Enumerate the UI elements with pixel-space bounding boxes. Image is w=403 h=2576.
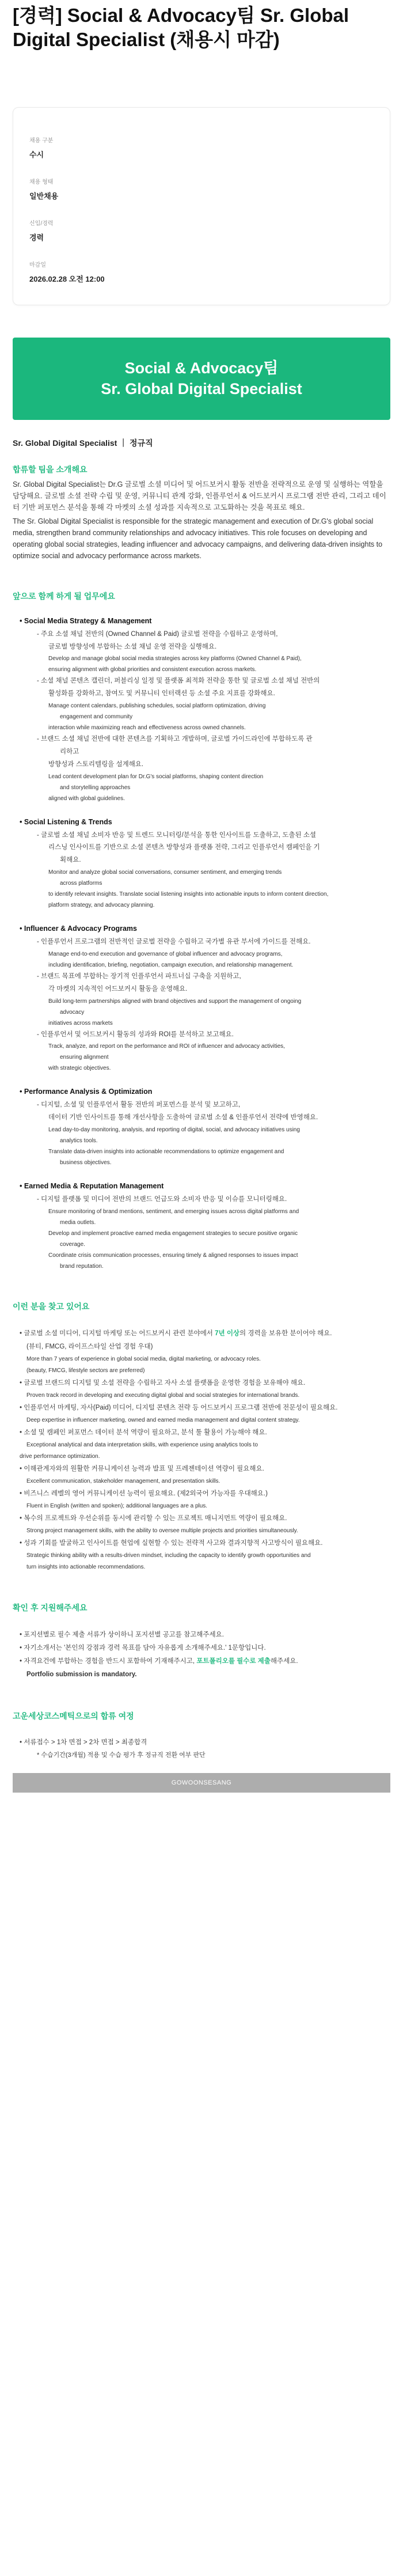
info-row-hiring-type <box>29 135 374 160</box>
apply-guide-item: • 자기소개서는 '본인의 강점과 경력 목표를 담아 자유롭게 소개해주세요.' 1문항입니다. <box>20 1645 266 1651</box>
duty-line: 데이터 기반 인사이트를 통해 개선사항을 도출하여 글로벌 소셜 & 인플루언서 전략에 반영해요. <box>48 1114 318 1122</box>
duty-group-title: • Performance Analysis & Optimization <box>20 1088 390 1096</box>
apply-guide-item: • 포지션별로 필수 제출 서류가 상이하니 포지션별 공고를 참고해주세요. <box>20 1631 224 1638</box>
duty-group <box>13 1182 390 1272</box>
duty-line: Manage content calendars, publishing schedules, social platform optimization, driving <box>48 703 266 710</box>
duty-line: ensuring alignment <box>60 1054 109 1061</box>
duty-line: engagement and community <box>60 714 133 721</box>
duty-group <box>13 818 390 911</box>
duty-line: Develop and manage global social media strategies across key platforms (Owned Channel & Paid), <box>48 656 302 662</box>
duty-line: - 주요 소셜 채널 전반의 (Owned Channel & Paid) 글로벌 전략을 수립하고 운영하며, <box>37 630 278 638</box>
banner-team-name: Social & Advocacy팀 <box>124 359 279 377</box>
duty-line: - 디지털 플랫폼 및 미디어 전반의 브랜드 언급도와 소비자 반응 및 이슈를 모니터링해요. <box>37 1196 287 1203</box>
info-row-deadline <box>29 260 374 284</box>
job-title: [경력] Social & Advocacy팀 Sr. Global Digital Specialist (채용시 마감) <box>13 5 349 51</box>
qualification-english: Fluent in English (written and spoken); additional languages are a plus. <box>26 1503 208 1509</box>
position-banner <box>13 338 390 419</box>
job-info-card <box>13 107 390 305</box>
duty-line: Manage end-to-end execution and governance of global influencer and advocacy programs, <box>48 950 283 957</box>
qualification-text: 의 경력을 보유한 분이어야 해요. <box>239 1330 332 1337</box>
duty-line: across platforms <box>60 880 102 887</box>
duty-group-title: • Influencer & Advocacy Programs <box>20 925 390 933</box>
qualification-item: • 이해관계자와의 원활한 커뮤니케이션 능력과 발표 및 프레젠테이션 역량이 필요해요. <box>20 1465 264 1472</box>
qualification-item: • 성과 기회를 발굴하고 인사이트를 현업에 실현할 수 있는 전략적 사고와 결과지향적 사고방식이 필요해요. <box>20 1540 323 1547</box>
duty-line: advocacy <box>60 1009 85 1016</box>
qualification-item <box>13 1327 390 1340</box>
duty-group-title: • Earned Media & Reputation Management <box>20 1182 390 1190</box>
info-row-employment-type <box>29 177 374 201</box>
company-footer: GOWOONSESANG <box>13 1773 390 1793</box>
qualification-note: (뷰티, FMCG, 라이프스타일 산업 경험 우대) <box>26 1343 153 1350</box>
highlight-text: 포트폴리오를 필수로 제출 <box>196 1658 271 1665</box>
highlight-text: 7년 이상 <box>215 1330 240 1337</box>
info-label: 신입/경력 <box>29 221 54 228</box>
intro-korean: Sr. Global Digital Specialist는 Dr.G 글로벌 소셜 미디어 및 어드보커시 활동 전반을 전략적으로 운영 및 실행하는 역할을 담당해요. 글로벌 소셜 전략 수립 및 운영, 커뮤니티 관계 강화, 인플루언서 & 어드보커시 프로그램 전반 관리, 그리고 데이터 기반 퍼포먼스 분석을 통해 각 마켓의 소셜 성과를 지속적으로 고도화하는 것을 목표로 해요. <box>13 480 386 512</box>
apply-guide-section <box>13 1602 390 1681</box>
duty-group <box>13 1088 390 1168</box>
info-value: 수시 <box>29 150 44 160</box>
duty-line: ensuring alignment with global priorities and consistent execution across markets. <box>48 666 257 673</box>
duty-line: Coordinate crisis communication processes, ensuring timely & aligned responses to issues impact <box>48 1252 298 1259</box>
duty-line: Track, analyze, and report on the performance and ROI of influencer and advocacy activities, <box>48 1043 285 1050</box>
duty-line: Monitor and analyze global social conversations, consumer sentiment, and emerging trends <box>48 869 282 876</box>
duty-line: - 소셜 채널 콘텐츠 캘린더, 퍼블리싱 일정 및 플랫폼 최적화 전략을 통한 및 글로벌 소셜 채널 전반의 <box>37 677 320 685</box>
duty-line: 방향성과 스토리텔링을 설계해요. <box>48 760 144 768</box>
duty-group <box>13 617 390 804</box>
duty-line: - 브랜드 목표에 부합하는 장기적 인플루언서 파트너십 구축을 지원하고, <box>37 972 241 980</box>
role-summary: Sr. Global Digital Specialist ｜ 정규직 <box>13 438 153 448</box>
portfolio-notice: Portfolio submission is mandatory. <box>26 1671 137 1678</box>
qualification-english: Exceptional analytical and data interpretation skills, with experience using analytics tools to <box>26 1442 258 1448</box>
duty-line: Lead day-to-day monitoring, analysis, and reporting of digital, social, and advocacy initiatives using <box>48 1127 300 1134</box>
duty-line: coverage. <box>60 1241 85 1248</box>
section-heading: 고운세상코스메틱으로의 합류 여정 <box>13 1711 134 1721</box>
duty-line: 리스닝 인사이트를 기반으로 소셜 콘텐츠 방향성과 플랫폼 전략, 그리고 인플루언서 캠페인을 기 <box>48 844 320 851</box>
duty-group-title: • Social Listening & Trends <box>20 818 390 826</box>
duty-line: 글로벌 방향성에 부합하는 소셜 채널 운영 전략을 실행해요. <box>48 643 217 650</box>
qualification-english: (beauty, FMCG, lifestyle sectors are preferred) <box>26 1367 145 1374</box>
info-label: 채용 형태 <box>29 179 54 186</box>
process-steps: • 서류접수 > 1차 면접 > 2차 면접 > 최종합격 <box>20 1739 147 1746</box>
info-label: 마감일 <box>29 262 46 269</box>
duties-section <box>13 590 390 1272</box>
duty-line: 리하고 <box>60 748 79 755</box>
duty-line: brand reputation. <box>60 1263 104 1270</box>
hiring-process-section <box>13 1710 390 1761</box>
apply-guide-text: • 자격요건에 부합하는 경험을 반드시 포함하여 기재해주시고, <box>20 1658 197 1665</box>
duty-line: - 인플루언서 프로그램의 전반적인 글로벌 전략을 수립하고 국가별 유관 부서에 가이드를 전해요. <box>37 938 311 946</box>
duty-group <box>13 925 390 1074</box>
duty-line: Translate data-driven insights into actionable recommendations to optimize engagement and <box>48 1149 284 1156</box>
qualification-item: • 인플루언서 마케팅, 자사(Paid) 미디어, 디지털 콘텐츠 전략 등 어드보커시 프로그램 전반에 전문성이 필요해요. <box>20 1404 338 1411</box>
section-heading: 확인 후 지원해주세요 <box>13 1603 88 1612</box>
apply-guide-item <box>13 1655 390 1668</box>
duty-line: Ensure monitoring of brand mentions, sentiment, and emerging issues across digital platforms and <box>48 1209 299 1215</box>
qualification-english: Strategic thinking ability with a results-driven mindset, including the capacity to identify growth opportunities and <box>26 1552 311 1559</box>
qualification-english: Deep expertise in influencer marketing, owned and earned media management and digital content strategy. <box>26 1417 300 1423</box>
duty-line: - 브랜드 소셜 채널 전반에 대한 콘텐츠를 기획하고 개발하며, 글로벌 가이드라인에 부합하도록 관 <box>37 736 313 743</box>
section-heading: 이런 분을 찾고 있어요 <box>13 1302 90 1311</box>
duty-line: business objectives. <box>60 1160 112 1166</box>
info-label: 채용 구분 <box>29 138 54 145</box>
duty-line: interaction while maximizing reach and effectiveness across owned channels. <box>48 725 246 732</box>
apply-guide-text: 해주세요. <box>270 1658 298 1665</box>
probation-note: * 수습기간(3개월) 적용 및 수습 평가 후 정규직 전환 여부 판단 <box>37 1751 206 1759</box>
duty-line: including identification, briefing, negotiation, campaign execution, and relationship management. <box>48 961 294 968</box>
qualification-item: • 비즈니스 레벨의 영어 커뮤니케이션 능력이 필요해요. (제2외국어 가능자를 우대해요.) <box>20 1490 268 1497</box>
duty-line: 각 마켓의 지속적인 어드보커시 활동을 운영해요. <box>48 985 188 992</box>
duty-line: Develop and implement proactive earned media engagement strategies to secure positive organic <box>48 1230 298 1237</box>
duty-line: - 글로벌 소셜 채널 소비자 반응 및 트렌드 모니터링/분석을 통한 인사이트를 도출하고, 도출된 소셜 <box>37 831 317 839</box>
section-heading: 앞으로 함께 하게 될 업무에요 <box>13 591 115 601</box>
duty-line: media outlets. <box>60 1219 96 1226</box>
duty-line: Build long-term partnerships aligned with brand objectives and support the management of ongoing <box>48 998 302 1005</box>
info-value: 일반채용 <box>29 192 59 201</box>
qualification-item: • 소셜 및 캠페인 퍼포먼스 데이터 분석 역량이 필요하고, 분석 툴 활용이 가능해야 해요. <box>20 1429 267 1436</box>
section-heading: 합류할 팀을 소개해요 <box>13 464 88 474</box>
duty-line: initiatives across markets <box>48 1020 113 1026</box>
qualification-item: • 글로벌 브랜드의 디지털 및 소셜 전략을 수립하고 자사 소셜 플랫폼을 운영한 경험을 보유해야 해요. <box>20 1380 306 1387</box>
duty-line: and storytelling approaches <box>60 784 131 791</box>
duty-line: platform strategy, and advocacy planning. <box>48 902 155 909</box>
duty-line: - 인플루언서 및 어드보커시 활동의 성과와 ROI를 분석하고 보고해요. <box>37 1031 234 1038</box>
qualification-english: turn insights into actionable recommendations. <box>26 1564 146 1570</box>
duty-line: - 디지털, 소셜 및 인플루언서 활동 전반의 퍼포먼스를 분석 및 보고하고, <box>37 1101 241 1109</box>
qualification-english: Strong project management skills, with the ability to oversee multiple projects and priorities simultaneously. <box>26 1528 298 1534</box>
duty-group-title: • Social Media Strategy & Management <box>20 617 390 625</box>
duty-line: aligned with global guidelines. <box>48 795 125 802</box>
team-intro-section <box>13 464 390 562</box>
duty-line: 획해요. <box>60 857 81 864</box>
banner-position-name: Sr. Global Digital Specialist <box>101 380 302 397</box>
duty-line: Lead content development plan for Dr.G's social platforms, shaping content direction <box>48 773 264 780</box>
duty-line: with strategic objectives. <box>48 1065 111 1072</box>
duty-line: analytics tools. <box>60 1138 98 1145</box>
qualification-english: More than 7 years of experience in global social media, digital marketing, or advocacy roles. <box>26 1356 261 1362</box>
duty-line: to identify relevant insights. Translate social listening insights into actionable inputs to inform content direction, <box>48 891 329 898</box>
qualification-text: • 글로벌 소셜 미디어, 디지털 마케팅 또는 어드보커시 관련 분야에서 <box>20 1330 215 1337</box>
qualification-english: Proven track record in developing and executing digital global and social strategies for international brands. <box>26 1392 300 1399</box>
info-value: 경력 <box>29 233 44 243</box>
qualification-item: • 복수의 프로젝트와 우선순위를 동시에 관리할 수 있는 프로젝트 매니지먼트 역량이 필요해요. <box>20 1515 287 1522</box>
duty-line: 활성화를 강화하고, 참여도 및 커뮤니티 인터랙션 등 소셜 주요 지표를 강화해요. <box>48 690 275 698</box>
duty-groups <box>13 617 390 1272</box>
info-value: 2026.02.28 오전 12:00 <box>29 275 105 284</box>
intro-english: The Sr. Global Digital Specialist is responsible for the strategic management and execution of Dr.G's global social media, strengthen brand community relationships and advocacy initiatives. This role focuses on developing and operating global social strategies, leading influencer and advocacy campaigns, and delivering data-driven insights to optimize social and advocacy performance across markets. <box>13 517 383 560</box>
qualification-english: drive performance optimization. <box>20 1453 100 1460</box>
qualification-english: Excellent communication, stakeholder management, and presentation skills. <box>26 1478 220 1484</box>
qualifications-section <box>13 1301 390 1573</box>
info-row-career-level <box>29 218 374 243</box>
